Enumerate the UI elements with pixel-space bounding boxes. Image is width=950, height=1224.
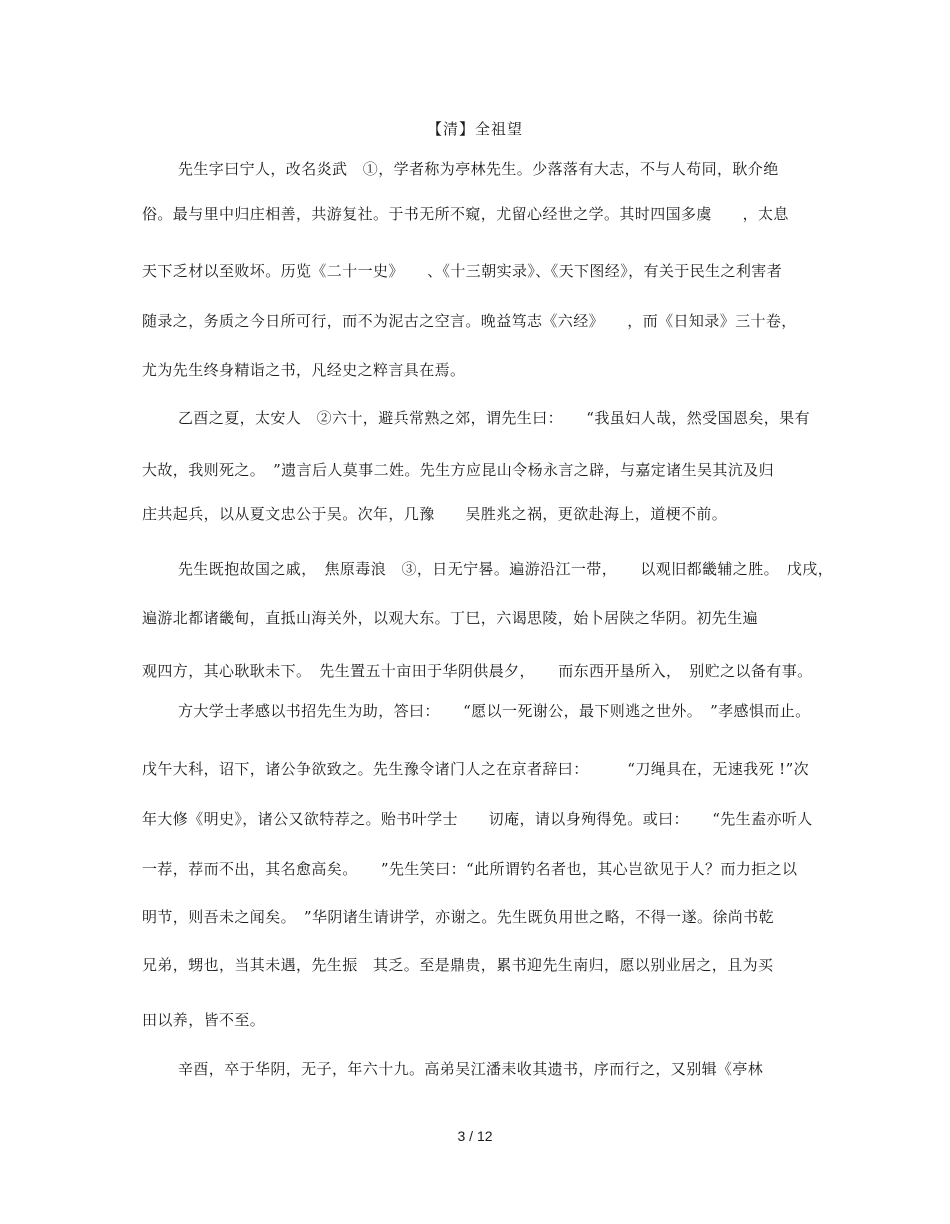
text-line: 大故，我则死之。 ”遗言后人莫事二姓。先生方应昆山令杨永言之辟，与嘉定诸生吴其沆及归: [142, 461, 774, 479]
text-line: 方大学士孝感以书招先生为助，答曰： “愿以一死谢公，最下则逃之世外。 ”孝感惧而止。: [178, 702, 811, 720]
text-line: 尤为先生终身精诣之书，凡经史之粹言具在焉。: [142, 361, 466, 379]
page-number: 3 / 12: [457, 1128, 493, 1144]
text-line: 辛酉，卒于华阴，无子，年六十九。高弟吴江潘耒收其遗书，序而行之，又别辑《亭林: [178, 1060, 764, 1078]
text-line: 俗。最与里中归庄相善，共游复社。于书无所不窥，尤留心经世之学。其时四国多虞 ，太息: [142, 205, 789, 223]
text-line: 遍游北都诸畿甸，直抵山海关外，以观大东。丁巳，六谒思陵，始卜居陕之华阴。初先生遍: [142, 609, 759, 627]
page-title: 【清】全祖望: [426, 120, 523, 138]
text-line: 先生既抱故国之戚， 焦原毒浪 ③，日无宁晷。遍游沿江一带， 以观旧都畿辅之胜。 戊戌，: [178, 560, 834, 578]
text-line: 兄弟，甥也，当其未遇，先生振 其乏。至是鼎贵，累书迎先生南归，愿以别业居之，且为买: [142, 956, 774, 974]
text-line: 一荐，荐而不出，其名愈高矣。 ”先生笑曰：“此所谓钓名者也，其心岂欲见于人？而力拒之以: [142, 860, 798, 878]
text-line: 天下乏材以至败坏。历览《二十一史》 、《十三朝实录》、《天下图经》，有关于民生之利害者: [142, 262, 783, 280]
text-line: 观四方，其心耿耿未下。 先生置五十亩田于华阴供晨夕， 而东西开垦所入， 别贮之以备有事。: [142, 662, 813, 680]
text-line: 先生字曰宁人，改名炎武 ①，学者称为亭林先生。少落落有大志，不与人苟同，耿介绝: [178, 160, 779, 178]
text-line: 年大修《明史》，诸公又欲特荐之。贻书叶学士 讱庵，请以身殉得免。或曰： “先生盍亦听人: [142, 810, 813, 828]
text-line: 乙酉之夏，太安人 ②六十，避兵常熟之郊，谓先生曰： “我虽妇人哉，然受国恩矣，果有: [178, 409, 810, 427]
text-line: 田以养，皆不至。: [142, 1011, 266, 1029]
text-line: 戊午大科，诏下，诸公争欲致之。先生豫令诸门人之在京者辞曰： “刀绳具在，无速我死 !”次: [142, 760, 810, 778]
text-line: 明节，则吾未之闻矣。 ”华阴诸生请讲学，亦谢之。先生既负用世之略，不得一遂。徐尚书乾: [142, 908, 774, 926]
text-line: 庄共起兵，以从夏文忠公于吴。次年，几豫 吴胜兆之祸，更欲赴海上，道梗不前。: [142, 505, 728, 523]
text-line: 随录之，务质之今日所可行，而不为泥古之空言。晚益笃志《六经》 ，而《日知录》三十卷，: [142, 312, 797, 330]
